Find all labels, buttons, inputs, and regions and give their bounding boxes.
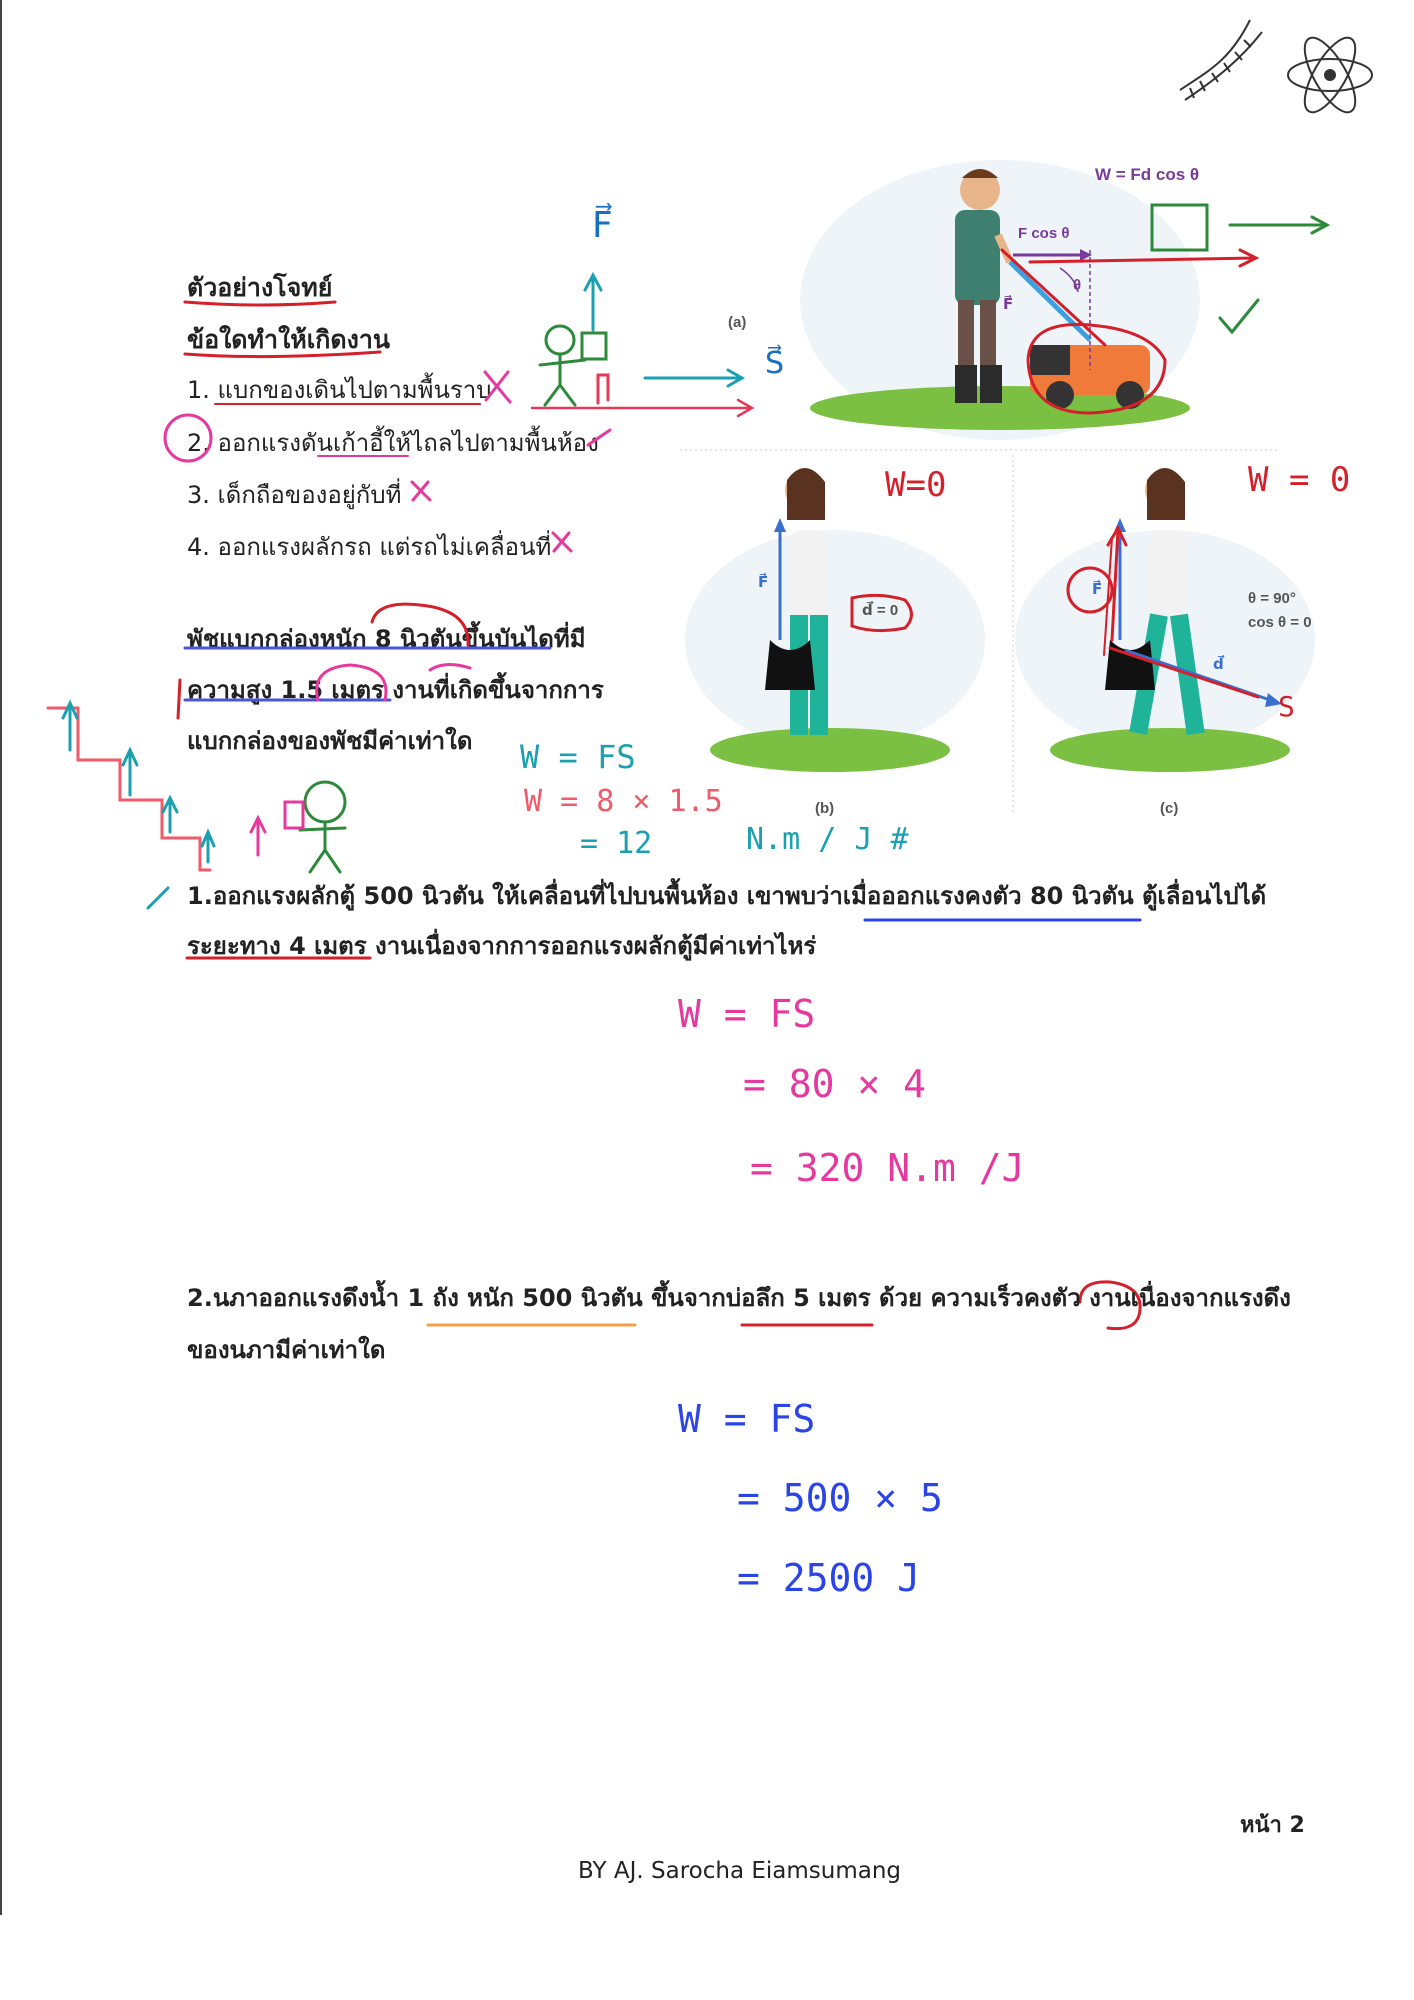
d-vector-label-c: d⃗ <box>1213 656 1224 673</box>
theta-label: θ <box>1073 277 1082 294</box>
question2-line-2: ของนภามีค่าเท่าใด <box>187 1336 386 1364</box>
problem-intro-line-1: พัชแบกกล่องหนัก 8 นิวตันขึ้นบันไดที่มี <box>187 625 586 653</box>
figure-label-a: (a) <box>728 314 747 331</box>
example-option-1: 1. แบกของเดินไปตามพื้นราบ <box>187 376 492 404</box>
example-option-4: 4. ออกแรงผลักรถ แต่รถไม่เคลื่อนที่ <box>187 533 552 561</box>
panel-b <box>685 468 985 772</box>
f-vector-note-top: F⃗ <box>592 205 613 246</box>
figure-label-c: (c) <box>1160 800 1179 817</box>
problem-intro-line-2: ความสูง 1.5 เมตร งานที่เกิดขึ้นจากการ <box>187 676 604 704</box>
w-zero-note-b: W=0 <box>885 465 947 505</box>
figure-label-b: (b) <box>815 800 835 817</box>
work-formula-label: W = Fd cos θ <box>1095 165 1200 184</box>
example-option-2: 2. ออกแรงดันเก้าอี้ให้ไถลไปตามพื้นห้อง <box>187 429 599 457</box>
cos-zero-label: cos θ = 0 <box>1248 614 1312 631</box>
question2-work-line-1: W = FS <box>678 1397 816 1441</box>
example-title: ตัวอย่างโจทย์ <box>187 273 333 302</box>
example-question: ข้อใดทำให้เกิดงาน <box>187 325 391 354</box>
panel-a <box>800 160 1200 440</box>
problem-intro-line-3: แบกกล่องของพัชมีค่าเท่าใด <box>187 727 473 755</box>
f-vector-label-b: F⃗ <box>758 574 769 591</box>
question1-work-line-3: = 320 N.m /J <box>750 1146 1025 1190</box>
question1-line-2: ระยะทาง 4 เมตร งานเนื่องจากการออกแรงผลักตู้มีค่าเท่าไหร่ <box>187 932 817 960</box>
intro-work-line-3b: N.m / J # <box>746 822 909 857</box>
s-vector-note-a: S⃗ <box>765 346 785 381</box>
intro-work-line-1: W = FS <box>520 738 636 776</box>
example-option-3: 3. เด็กถือของอยู่กับที่ <box>187 481 402 509</box>
question2-work-line-3: = 2500 J <box>737 1556 921 1600</box>
intro-work-line-3a: = 12 <box>580 826 653 861</box>
d-zero-label: d⃗ = 0 <box>862 602 899 619</box>
f-cos-label: F cos θ <box>1018 225 1070 242</box>
author-credit: BY AJ. Sarocha Eiamsumang <box>578 1858 902 1884</box>
question1-work-line-1: W = FS <box>678 992 816 1036</box>
question2-work-line-2: = 500 × 5 <box>737 1476 943 1520</box>
question1-line-1: 1.ออกแรงผลักตู้ 500 นิวตัน ให้เคลื่อนที่ไปบนพื้นห้อง เขาพบว่าเมื่อออกแรงคงตัว 80 นิวตัน ตู้เลื่อนไปได้ <box>187 882 1267 910</box>
f-vector-label-a: F⃗ <box>1003 296 1014 313</box>
question1-work-line-2: = 80 × 4 <box>743 1062 927 1106</box>
s-note-c: S <box>1278 690 1295 723</box>
theta-90-label: θ = 90° <box>1248 590 1296 607</box>
w-zero-note-c: W = 0 <box>1248 460 1351 500</box>
question2-line-1: 2.นภาออกแรงดึงน้ำ 1 ถัง หนัก 500 นิวตัน ขึ้นจากบ่อลึก 5 เมตร ด้วย ความเร็วคงตัว งานเนื่องจากแรงดึง <box>187 1284 1291 1312</box>
page-number: หน้า 2 <box>1240 1813 1305 1838</box>
f-vector-label-c: F⃗ <box>1092 581 1103 598</box>
intro-work-line-2: W = 8 × 1.5 <box>524 784 723 819</box>
